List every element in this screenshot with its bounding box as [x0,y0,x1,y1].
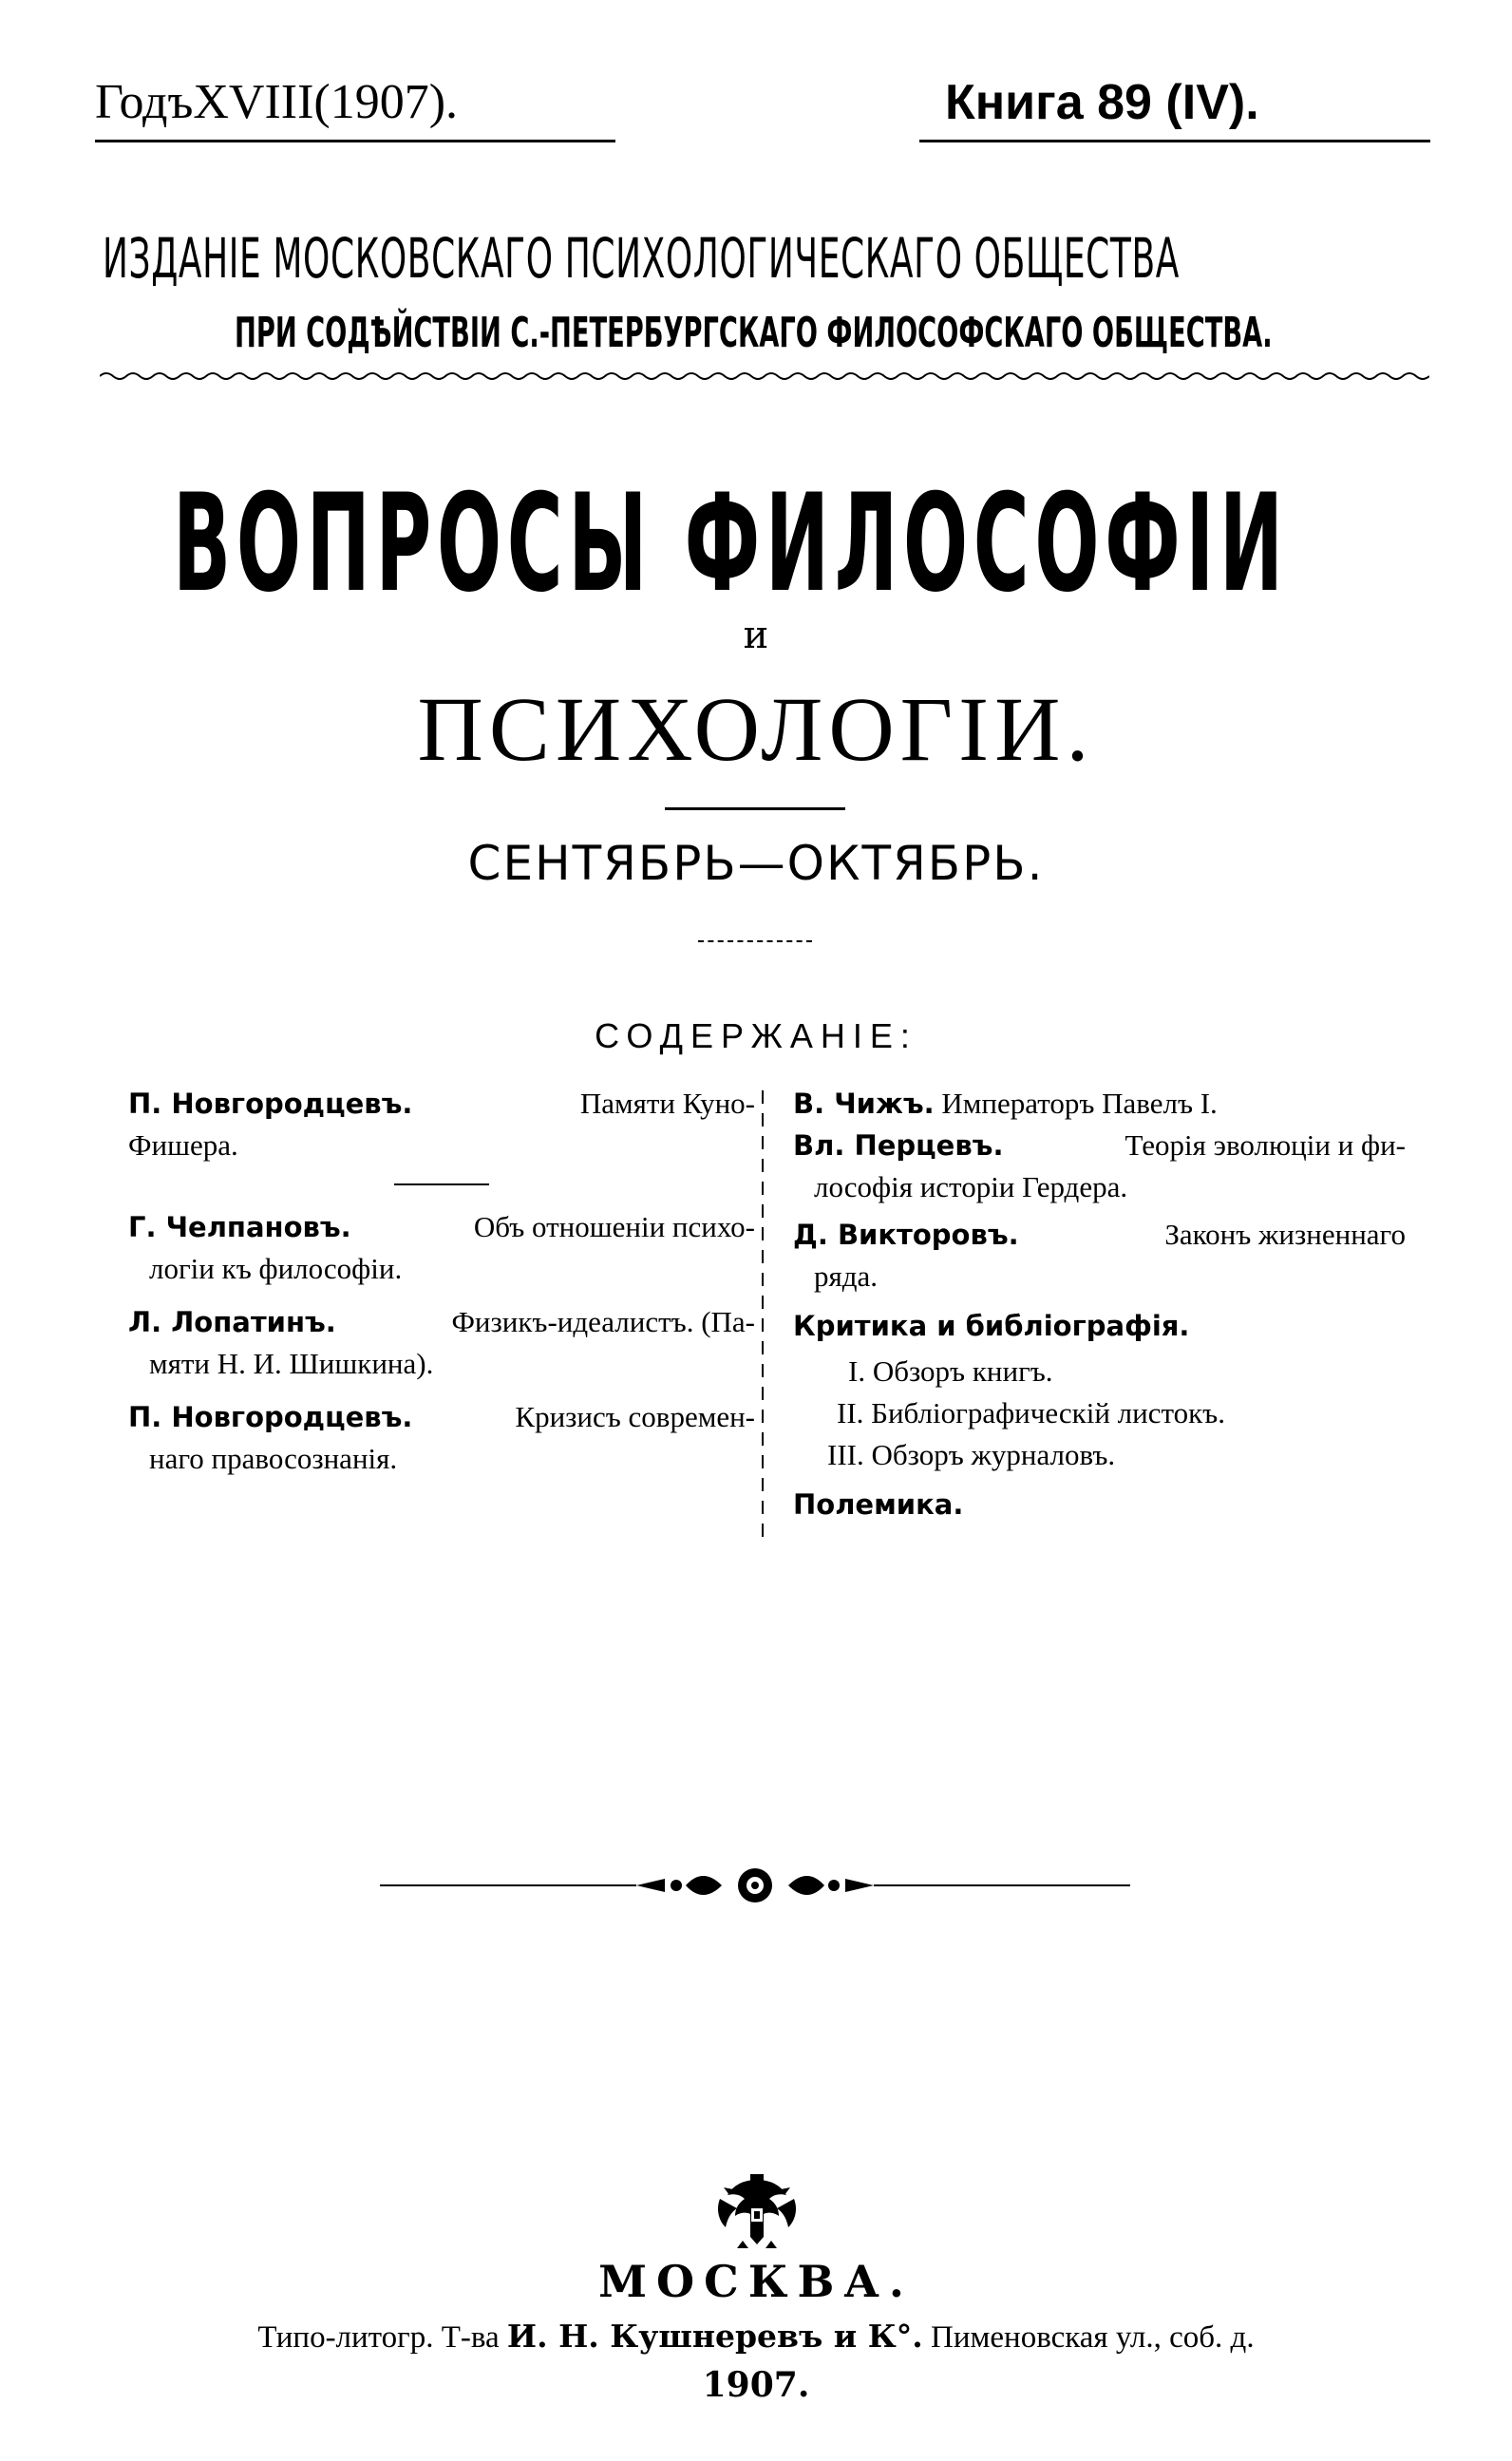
printer-address: Пименовская ул., соб. д. [931,2320,1255,2355]
toc-title: Законъ жизненнаго [1164,1218,1406,1251]
toc-title: Кризисъ современ- [515,1400,755,1433]
criticism-heading: Критика и библіографія. [793,1310,1190,1342]
contents-column-divider [762,1090,764,1546]
toc-title: Императоръ Павелъ I. [941,1087,1218,1120]
title-conjunction: и [743,614,769,657]
toc-title: Памяти Куно- [579,1087,755,1120]
toc-entry [128,1083,755,1166]
contents-left-column [128,1083,755,1480]
printer-name: И. Н. Кушнеревъ и К°. [506,2318,923,2355]
polemics-heading: Полемика. [793,1488,964,1521]
toc-author: П. Новгородцевъ. [128,1088,413,1120]
toc-entry [793,1083,1406,1125]
months-rule [698,940,812,942]
toc-title-continued: наго правосознанія. [149,1442,398,1475]
criticism-item: II. Библіографическій листокъ. [837,1396,1225,1429]
imprint-year: 1907. [702,2365,810,2405]
printer-prefix: Типо-литогр. Т-ва [257,2320,500,2355]
toc-author: Вл. Перцевъ. [793,1129,1004,1162]
toc-section [793,1305,1406,1347]
year-label: ГодъXVIII(1907). [95,75,459,129]
toc-title-continued: мяти Н. И. Шишкина). [149,1347,434,1380]
toc-title: Физикъ-идеалистъ. (Па- [451,1305,755,1338]
header-rule-right [919,140,1430,142]
toc-separator [394,1183,489,1185]
criticism-item: I. Обзоръ книгъ. [848,1354,1053,1388]
toc-entry [128,1206,755,1290]
toc-title-continued: ряда. [814,1259,879,1293]
publisher-line-1: ИЗДАНІЕ МОСКОВСКАГО ПСИХОЛОГИЧЕСКАГО ОБЩЕСТВА [103,226,1181,291]
criticism-item: III. Обзоръ журналовъ. [827,1438,1116,1471]
toc-entry [128,1301,755,1385]
issue-months: СЕНТЯБРЬ—ОКТЯБРЬ. [467,836,1045,891]
criticism-list [793,1351,1406,1476]
header-rule-left [95,140,615,142]
journal-title: ВОПРОСЫ ФИЛОСОФІИ [173,465,1289,622]
ornament-divider [380,1862,1130,1909]
contents-right-column [793,1083,1406,1525]
toc-title-continued: лософія исторіи Гердера. [814,1170,1128,1203]
toc-section [793,1484,1406,1525]
book-label: Книга 89 (IV). [945,75,1259,130]
toc-entry [128,1396,755,1480]
journal-subtitle: ПСИХОЛОГІИ. [417,678,1095,780]
toc-author: П. Новгородцевъ. [128,1401,413,1433]
title-rule [665,807,845,810]
toc-author: В. Чижъ. [793,1088,935,1120]
toc-author: Г. Челпановъ. [128,1211,351,1243]
imprint-printer [0,2318,1512,2356]
toc-author: Л. Лопатинъ. [128,1306,336,1338]
toc-title: Теорія эволюціи и фи- [1125,1128,1406,1162]
toc-title-continued: логіи къ философіи. [149,1252,403,1285]
contents-heading: СОДЕРЖАНІЕ: [595,1016,917,1055]
wavy-divider [100,369,1429,384]
toc-title-continued: Фишера. [128,1128,238,1162]
publisher-line-2: ПРИ СОДѢЙСТВІИ С.-ПЕТЕРБУРГСКАГО ФИЛОСОФСКАГО ОБЩЕСТВА. [235,309,1273,357]
double-headed-eagle-emblem [714,2170,800,2251]
toc-author: Д. Викторовъ. [793,1219,1019,1251]
imprint-city: МОСКВА. [598,2256,914,2307]
toc-entry [793,1125,1406,1208]
toc-title: Объ отношеніи психо- [473,1210,755,1243]
toc-entry [793,1214,1406,1297]
